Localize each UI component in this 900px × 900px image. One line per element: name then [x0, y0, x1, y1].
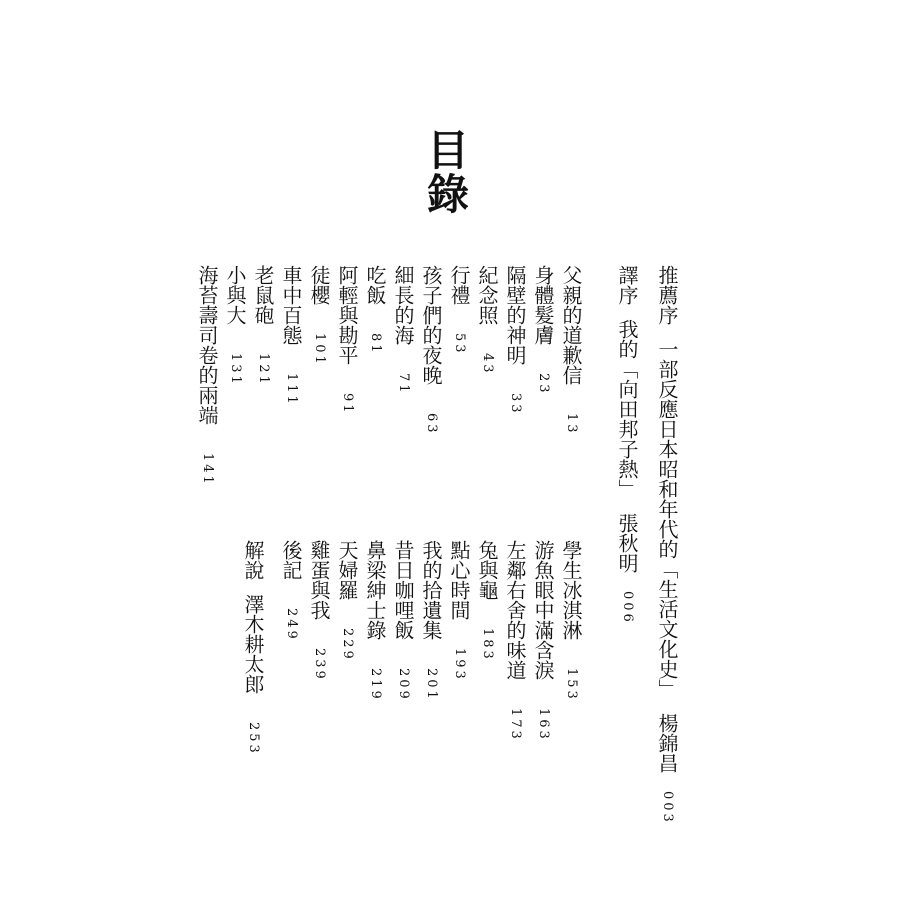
- toc-entry: [362, 265, 388, 356]
- entry-title: 學生冰淇淋: [559, 540, 583, 640]
- toc-title: 目錄: [421, 128, 470, 216]
- entry-title: 我的拾遺集: [419, 540, 443, 640]
- page-number: 153: [564, 668, 579, 702]
- entry-title: 細長的海: [391, 265, 415, 345]
- entry-title: 左鄰右舍的味道: [503, 540, 527, 680]
- toc-entry: [474, 265, 500, 376]
- entry-title: 紀念照: [475, 265, 499, 325]
- preface-text: 一部反應日本昭和年代的「生活文化史」: [655, 339, 679, 699]
- entry-title: 小與大: [223, 265, 247, 325]
- toc-entry: [446, 265, 472, 356]
- page-number: 229: [340, 628, 355, 662]
- entry-title: 車中百態: [279, 265, 303, 345]
- entry-author: 澤木耕太郎: [241, 594, 265, 694]
- entry-title: 後記: [279, 540, 303, 580]
- preface-author: 楊錦昌: [655, 713, 679, 773]
- toc-entry: [222, 265, 248, 387]
- entry-title: 昔日咖哩飯: [391, 540, 415, 640]
- entry-title: 隔壁的神明: [503, 265, 527, 365]
- toc-entry: [530, 540, 556, 742]
- toc-entry: [502, 265, 528, 416]
- page-number: 71: [396, 373, 411, 396]
- entry-title: 雞蛋與我: [307, 540, 331, 620]
- page-number: 43: [480, 353, 495, 376]
- preface-text: 我的「向田邦子熱」: [615, 319, 639, 499]
- page-number: 173: [508, 708, 523, 742]
- page-number: 163: [536, 708, 551, 742]
- entry-title: 天婦羅: [335, 540, 359, 600]
- toc-entry: [474, 540, 500, 662]
- page-number: 193: [452, 648, 467, 682]
- toc-entry: [558, 265, 584, 436]
- page-number: 111: [284, 373, 299, 407]
- page-number: 209: [396, 668, 411, 702]
- toc-entry: [334, 265, 360, 416]
- page-number: 33: [508, 393, 523, 416]
- entry-title: 海苔壽司卷的兩端: [195, 265, 219, 425]
- entry-title: 點心時間: [447, 540, 471, 620]
- page-number: 183: [480, 628, 495, 662]
- page-number: 63: [424, 413, 439, 436]
- entry-title: 兔與龜: [475, 540, 499, 600]
- page-number: 23: [536, 373, 551, 396]
- preface-translator: [614, 265, 640, 625]
- toc-entry: [502, 540, 528, 742]
- entry-title: 身體髮膚: [531, 265, 555, 345]
- toc-entry: [306, 540, 332, 682]
- preface-label: 譯序: [615, 265, 639, 305]
- entry-title: 鼻梁紳士錄: [363, 540, 387, 640]
- page-number: 239: [312, 648, 327, 682]
- page-number: 121: [256, 353, 271, 387]
- page-number: 219: [368, 668, 383, 702]
- toc-entry: [362, 540, 388, 702]
- preface-label: 推薦序: [655, 265, 679, 325]
- page-number: 249: [284, 608, 299, 642]
- entry-title: 老鼠砲: [251, 265, 275, 325]
- page-number: 253: [246, 722, 261, 756]
- entry-title: 行禮: [447, 265, 471, 305]
- page-number: 006: [620, 591, 635, 625]
- page-number: 81: [368, 333, 383, 356]
- toc-entry: [250, 265, 276, 387]
- entry-title: 吃飯: [363, 265, 387, 305]
- toc-entry: [446, 540, 472, 682]
- toc-entry: [278, 540, 304, 642]
- entry-title: 孩子們的夜晚: [419, 265, 443, 385]
- page-number: 141: [200, 453, 215, 487]
- toc-entry: [306, 265, 332, 367]
- preface-author: 張秋明: [615, 513, 639, 573]
- toc-entry: [390, 265, 416, 396]
- page-number: 131: [228, 353, 243, 387]
- page-number: 003: [660, 791, 675, 825]
- toc-entry: [418, 540, 444, 702]
- page-number: 101: [312, 333, 327, 367]
- page-number: 53: [452, 333, 467, 356]
- entry-title: 徒櫻: [307, 265, 331, 305]
- toc-entry: [194, 265, 220, 487]
- page-number: 91: [340, 393, 355, 416]
- entry-title: 游魚眼中滿含淚: [531, 540, 555, 680]
- entry-title: 父親的道歉信: [559, 265, 583, 385]
- toc-entry: [334, 540, 360, 662]
- toc-entry: [558, 540, 584, 702]
- preface-recommendation: [654, 265, 680, 825]
- toc-entry: [278, 265, 304, 407]
- toc-entry: [240, 540, 266, 756]
- toc-entry: [530, 265, 556, 396]
- page-number: 13: [564, 413, 579, 436]
- toc-entry: [390, 540, 416, 702]
- entry-title: 阿輕與勘平: [335, 265, 359, 365]
- toc-entry: [418, 265, 444, 436]
- entry-title: 解說: [241, 540, 265, 580]
- page-number: 201: [424, 668, 439, 702]
